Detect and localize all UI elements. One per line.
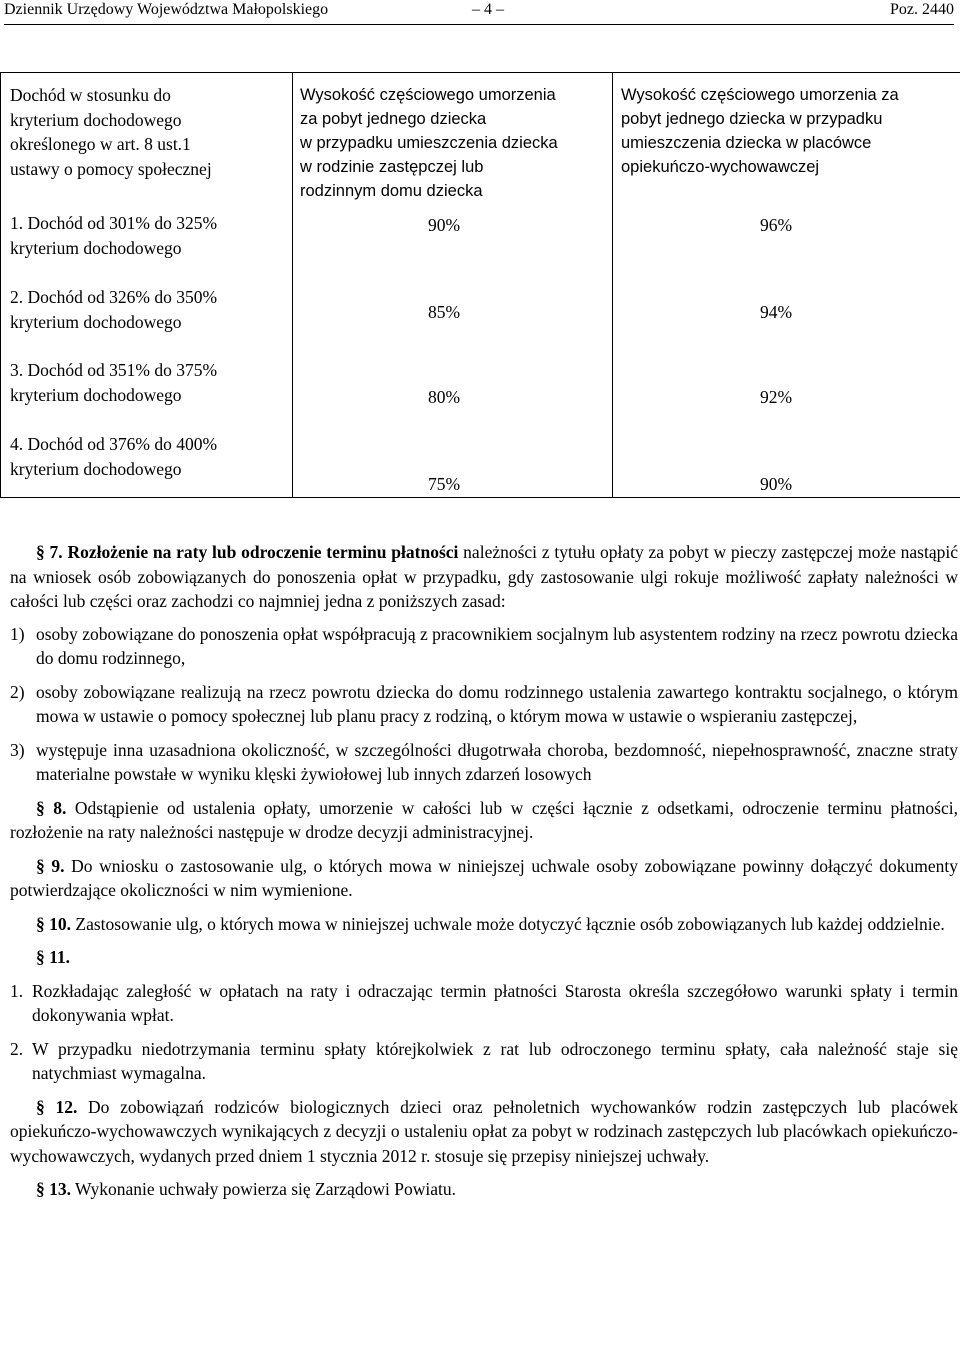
table-first-column <box>1 73 293 498</box>
foster-family-value: 90% <box>428 215 461 235</box>
list-item: 3) występuje inna uzasadniona okoliczność, w szczególności długotrwała choroba, bezdomność, niepełnosprawność, znaczne straty materialne powstałe w wyniku klęski żywiołowej lub innych zdarzeń losowych <box>10 739 958 784</box>
foster-family-value: 75% <box>428 474 461 494</box>
section-number: § 8. <box>36 797 67 818</box>
page-header <box>4 0 954 22</box>
paragraph-8: § 8. Odstąpienie od ustalenia opłaty, umorzenie w całości lub w części łącznie z odsetkami, odroczenie terminu płatności, rozłożenie na raty należności następuje w drodze decyzji administracyjnej. <box>10 797 959 842</box>
table-second-column <box>293 73 613 498</box>
section-number: § 11. <box>36 947 71 967</box>
col2-header: Wysokość częściowego umorzenia za pobyt jednego dziecka w przypadku umieszczenia dziecka w rodzinie zastępczej lub rodzinnym domu dziecka <box>300 86 558 200</box>
list-item: 2) osoby zobowiązane realizują na rzecz powrotu dziecka do domu rodzinnego ustalenia zawartego kontraktu socjalnego, o którym mowa w ustawie o pomocy społecznej lub planu pracy z rodziną, o którym mowa w ustawie o wspieraniu zastępczej, <box>10 681 958 726</box>
care-facility-value: 96% <box>760 215 793 235</box>
header-rule <box>4 24 954 25</box>
paragraph-7: § 7. Rozłożenie na raty lub odroczenie terminu płatności należności z tytułu opłaty za pobyt w pieczy zastępczej może nastąpić na wniosek osób zobowiązanych do ponoszenia opłat w przypadku, gdy zastosowanie ulgi rokuje możliwość zapłaty należności w całości lub części oraz zachodzi co najmniej jedna z poniższych zasad: <box>10 542 959 611</box>
section-heading: Rozłożenie na raty lub odroczenie terminu płatności <box>67 542 459 562</box>
paragraph-10: § 10. Zastosowanie ulg, o których mowa w niniejszej uchwale może dotyczyć łącznie osób zobowiązanych lub każdej oddzielnie. <box>36 913 945 934</box>
list-item: 1) osoby zobowiązane do ponoszenia opłat współpracują z pracownikiem socjalnym lub asystentem rodziny na rzecz powrotu dziecka do domu rodzinnego, <box>10 623 958 668</box>
col3-header: Wysokość częściowego umorzenia za pobyt jednego dziecka w przypadku umieszczenia dziecka w placówce opiekuńczo-wychowawczej <box>621 86 899 176</box>
page-number: – 4 – <box>472 1 504 18</box>
section-number: § 9. <box>36 855 65 876</box>
paragraph-13: § 13. Wykonanie uchwały powierza się Zarządowi Powiatu. <box>36 1179 456 1199</box>
table-row-label: 3. Dochód od 351% do 375% kryterium dochodowego <box>10 360 218 405</box>
section-number: § 13. <box>36 1179 71 1199</box>
table-row-label: 4. Dochód od 376% do 400% kryterium dochodowego <box>10 434 218 479</box>
paragraph-12: § 12. Do zobowiązań rodziców biologicznych dzieci oraz pełnoletnich wychowanków rodzin zastępczych lub placówek opiekuńczo-wychowawczych wynikających z decyzji o ustaleniu opłat za pobyt w rodzinach zastępczych lub placówkach opiekuńczo-wychowawczych, wydanych przed dniem 1 stycznia 2012 r. stosuje się przepisy niniejszej uchwały. <box>10 1096 959 1166</box>
section-number: § 10. <box>36 913 71 934</box>
care-facility-value: 92% <box>760 387 793 407</box>
table-row-label: 1. Dochód od 301% do 325% kryterium dochodowego <box>10 213 218 258</box>
paragraph-11 <box>10 945 958 970</box>
journal-title: Dziennik Urzędowy Województwa Małopolskiego <box>4 1 329 18</box>
position-number: Poz. 2440 <box>890 1 954 18</box>
foster-family-value: 85% <box>428 302 461 322</box>
col1-header: Dochód w stosunku do kryterium dochodowego określonego w art. 8 ust.1 ustawy o pomocy społecznej <box>10 85 212 179</box>
document-body <box>10 540 958 1202</box>
list-item: 2. W przypadku niedotrzymania terminu spłaty którejkolwiek z rat lub odroczonego terminu spłaty, cała należność staje się natychmiast wymagalna. <box>10 1038 958 1083</box>
foster-family-value: 80% <box>428 387 461 407</box>
table-third-column <box>613 73 960 498</box>
table-row-label: 2. Dochód od 326% do 350% kryterium dochodowego <box>10 287 218 332</box>
remission-table <box>0 72 960 498</box>
care-facility-value: 90% <box>760 474 793 494</box>
section-number: § 7. <box>36 542 63 562</box>
list-item: 1. Rozkładając zaległość w opłatach na raty i odraczając termin płatności Starosta określa szczegółowo warunki spłaty i termin dokonywania wpłat. <box>10 980 958 1025</box>
section-number: § 12. <box>36 1096 78 1117</box>
care-facility-value: 94% <box>760 302 793 322</box>
paragraph-9: § 9. Do wniosku o zastosowanie ulg, o których mowa w niniejszej uchwale osoby zobowiązane powinny dołączyć dokumenty potwierdzające okoliczności w nim wymienione. <box>10 855 958 900</box>
